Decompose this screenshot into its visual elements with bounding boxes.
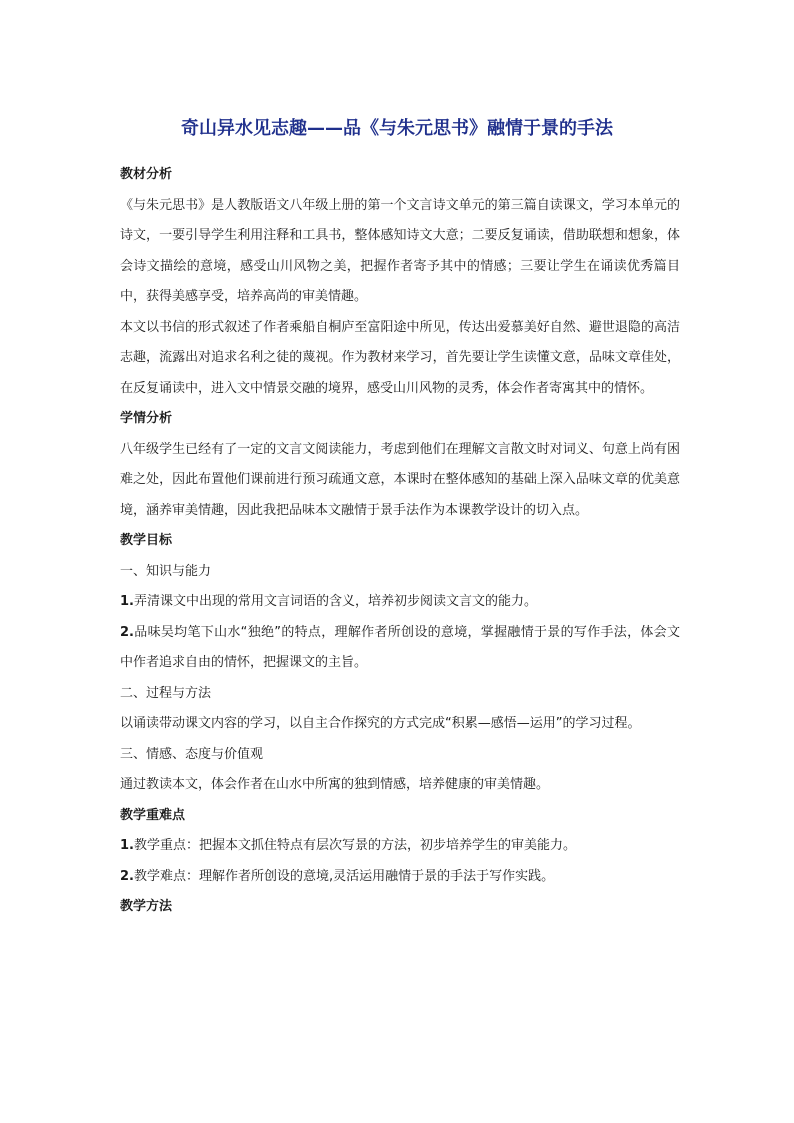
list-number: 2.: [120, 868, 134, 884]
section-heading-learner-analysis: 学情分析: [120, 411, 173, 426]
list-text: 品味吴均笔下山水“独绝”的特点，理解作者所创设的意境，掌握融情于景的写作手法，体会文中作者追求自由的情怀，把握课文的主旨。: [120, 624, 680, 670]
subheading: 一、知识与能力: [120, 563, 212, 579]
paragraph: 《与朱元思书》是人教版语文八年级上册的第一个文言诗文单元的第三篇自读课文，学习本单元的诗文，一要引导学生利用注释和工具书，整体感知诗文大意；二要反复诵读，借助联想和想象，体会诗文描绘的意境，感受山川风物之美，把握作者寄予其中的情感；三要让学生在诵读优秀篇目中，获得美感享受，培养高尚的审美情趣。: [120, 197, 680, 304]
list-item: [120, 831, 680, 862]
subheading: 二、过程与方法: [120, 685, 212, 701]
section-heading-teaching-goals: 教学目标: [120, 533, 173, 548]
paragraph: 本文以书信的形式叙述了作者乘船自桐庐至富阳途中所见，传达出爱慕美好自然、避世退隐的高洁志趣，流露出对追求名利之徒的蔑视。作为教材来学习，首先要让学生读懂文意，品味文章佳处，在反复诵读中，进入文中情景交融的境界，感受山川风物的灵秀，体会作者寄寓其中的情怀。: [120, 319, 680, 396]
section-heading-teaching-methods: 教学方法: [120, 899, 173, 914]
list-number: 1.: [120, 594, 134, 609]
paragraph: 以诵读带动课文内容的学习，以自主合作探究的方式完成“积累—感悟—运用”的学习过程。: [120, 716, 641, 731]
paragraph: 八年级学生已经有了一定的文言文阅读能力，考虑到他们在理解文言散文时对词义、句意上尚有困难之处，因此布置他们课前进行预习疏通文意，本课时在整体感知的基础上深入品味文章的优美意境，涵养审美情趣，因此我把品味本文融情于景手法作为本课教学设计的切入点。: [120, 441, 680, 518]
list-text: 教学重点：把握本文抓住特点有层次写景的方法，初步培养学生的审美能力。: [133, 838, 576, 853]
list-item: [120, 618, 680, 679]
subheading: 三、情感、态度与价值观: [120, 746, 264, 762]
section-heading-key-difficulties: 教学重难点: [120, 807, 186, 823]
paragraph: 通过教读本文，体会作者在山水中所寓的独到情感，培养健康的审美情趣。: [120, 777, 550, 792]
list-item: [120, 862, 680, 893]
list-text: 弄清课文中出现的常用文言词语的含义，培养初步阅读文言文的能力。: [133, 594, 537, 609]
document-title: 奇山异水见志趣——品《与朱元思书》融情于景的手法: [181, 118, 613, 139]
list-number: 1.: [120, 838, 134, 853]
section-heading-textbook-analysis: 教材分析: [120, 167, 173, 182]
list-item: [120, 587, 680, 618]
list-text: 教学难点：理解作者所创设的意境,灵活运用融情于景的手法于写作实践。: [133, 868, 555, 884]
list-number: 2.: [120, 624, 134, 640]
document-body: [120, 160, 680, 923]
